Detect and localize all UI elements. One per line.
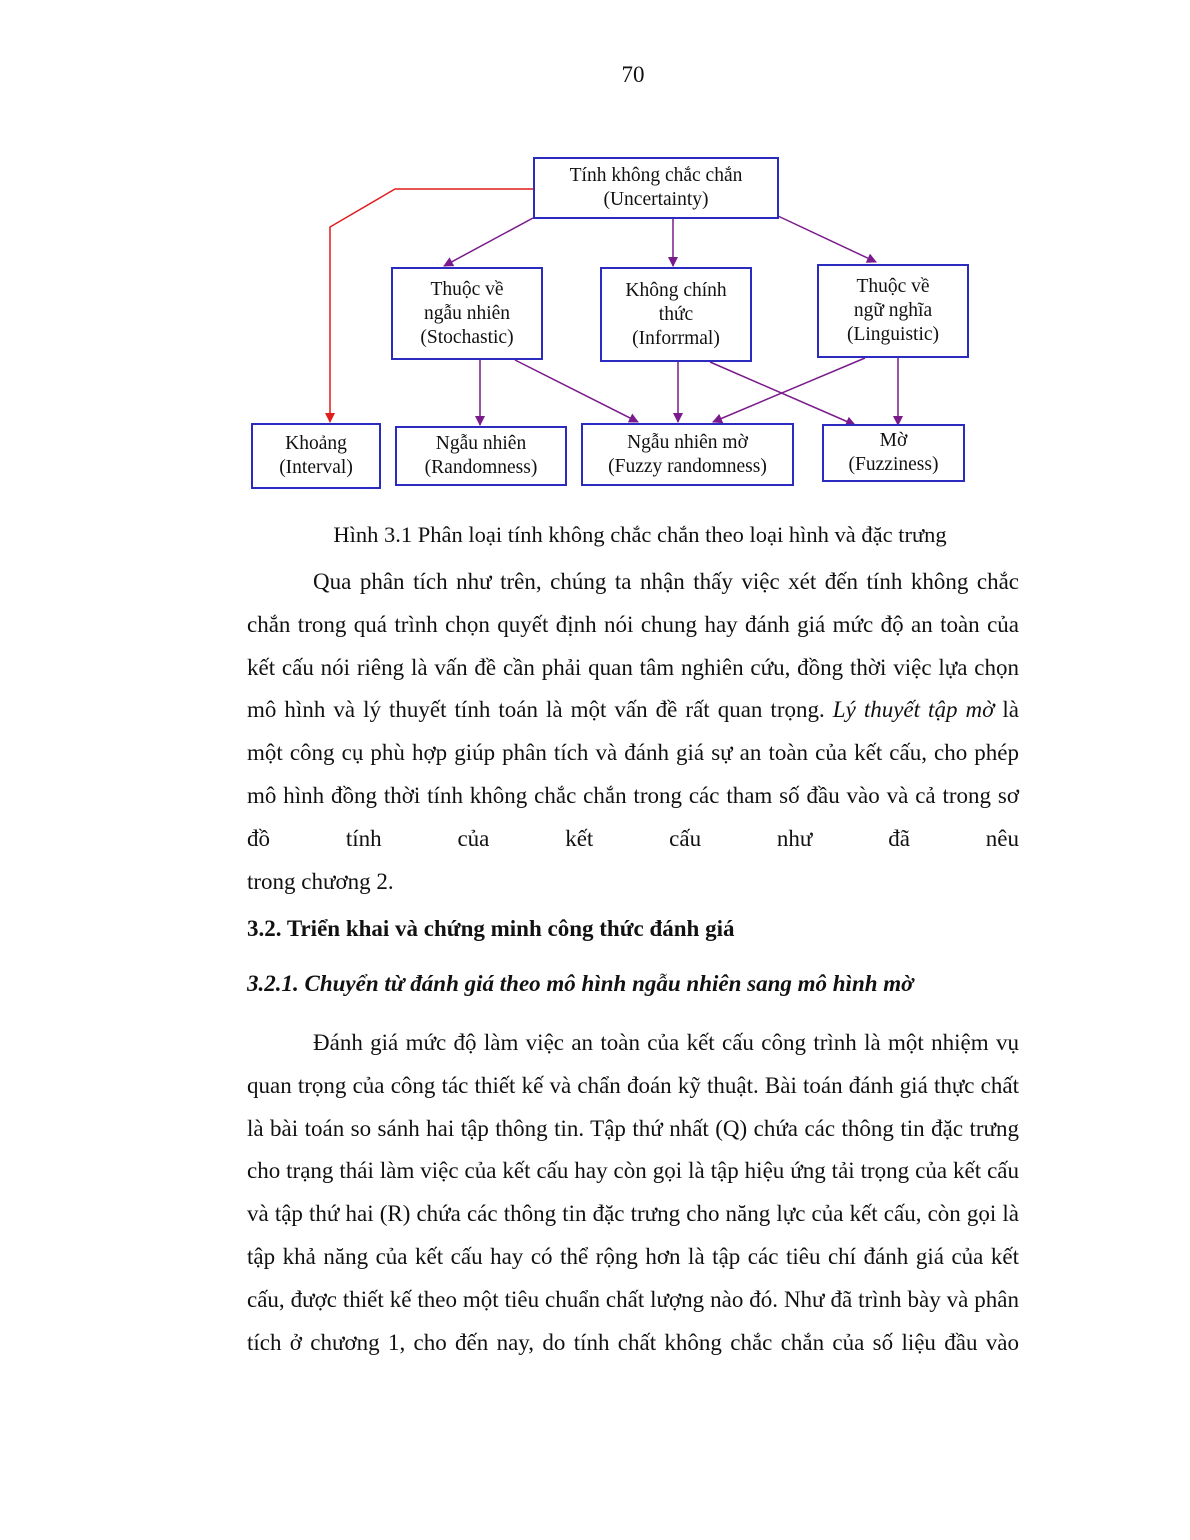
arrow-root-to-linguistic bbox=[778, 216, 876, 262]
node-uncertainty-label: Tính không chắc chắn (Uncertainty) bbox=[569, 165, 743, 210]
node-uncertainty bbox=[533, 157, 779, 219]
node-fuzziness bbox=[822, 424, 965, 482]
node-interval-label: Khoảng (Interval) bbox=[279, 433, 353, 478]
paragraph-2 bbox=[247, 1022, 1019, 1364]
node-stochastic bbox=[391, 267, 543, 360]
arrow-stochastic-to-fuzzy-randomness bbox=[515, 360, 638, 422]
node-fuzziness-label: Mờ (Fuzziness) bbox=[848, 430, 939, 475]
node-informal-label: Không chính thức (Inforrmal) bbox=[625, 279, 727, 349]
section-heading: 3.2. Triển khai và chứng minh công thức đánh giá bbox=[247, 916, 735, 941]
paragraph-1-text-cont: là một công cụ phù hợp giúp phân tích và đánh giá sự an toàn của kết cấu, cho phép mô hình đồng thời tính không chắc chắn trong các tham số đầu vào và cả trong sơ đồ tính của kết cấu như đã nêu bbox=[247, 697, 1020, 851]
arrow-root-to-stochastic bbox=[444, 218, 533, 266]
node-interval bbox=[251, 423, 381, 489]
paragraph-1-italic: Lý thuyết tập mờ bbox=[832, 697, 995, 723]
paragraph-1-last-line: trong chương 2. bbox=[247, 868, 394, 894]
paragraph-1 bbox=[247, 561, 1019, 903]
paragraph-2-text: Đánh giá mức độ làm việc an toàn của kết cấu công trình là một nhiệm vụ quan trọng của công tác thiết kế và chẩn đoán kỹ thuật. Bài toán đánh giá thực chất là bài toán so sánh hai tập thông tin. Tập thứ nhất (Q) chứa các thông tin đặc trưng cho trạng thái làm việc của kết cấu hay còn gọi là tập hiệu ứng tải trọng của kết cấu và tập thứ hai (R) chứa các thông tin đặc trưng cho năng lực của kết cấu, còn gọi là tập khả năng của kết cấu hay có thể rộng hơn là tập các tiêu chí đánh giá của kết cấu, được thiết kế theo một tiêu chuẩn chất lượng nào đó. Như đã trình bày và phân tích ở chương 1, cho đến nay, do tính chất không chắc chắn của số liệu đầu vào bbox=[247, 1030, 1019, 1355]
node-fuzzy-randomness bbox=[581, 423, 794, 486]
page-number: 70 bbox=[621, 62, 645, 87]
node-linguistic bbox=[817, 264, 969, 358]
subsection-heading: 3.2.1. Chuyển từ đánh giá theo mô hình ngẫu nhiên sang mô hình mờ bbox=[247, 971, 914, 996]
node-randomness bbox=[395, 426, 567, 486]
arrow-linguistic-to-fuzzy-randomness bbox=[713, 358, 865, 422]
node-informal bbox=[600, 267, 752, 362]
node-randomness-label: Ngẫu nhiên (Randomness) bbox=[424, 433, 538, 478]
paragraph-1-text: Qua phân tích như trên, chúng ta nhận thấy việc xét đến tính không chắc chắn trong quá trình chọn quyết định nói chung hay đánh giá mức độ an toàn của kết cấu nói riêng là vấn đề cần phải quan tâm nghiên cứu, đồng thời việc lựa chọn mô hình và lý thuyết tính toán là một vấn đề rất quan trọng. bbox=[247, 569, 1019, 723]
paragraph-1-indent bbox=[247, 569, 313, 594]
node-fuzzy-randomness-label: Ngẫu nhiên mờ (Fuzzy randomness) bbox=[608, 431, 767, 477]
figure-caption: Hình 3.1 Phân loại tính không chắc chắn theo loại hình và đặc trưng bbox=[333, 522, 947, 547]
node-linguistic-label: Thuộc về ngữ nghĩa (Linguistic) bbox=[846, 276, 940, 345]
paragraph-2-indent bbox=[247, 1030, 313, 1055]
node-stochastic-label: Thuộc về ngẫu nhiên (Stochastic) bbox=[420, 278, 514, 348]
